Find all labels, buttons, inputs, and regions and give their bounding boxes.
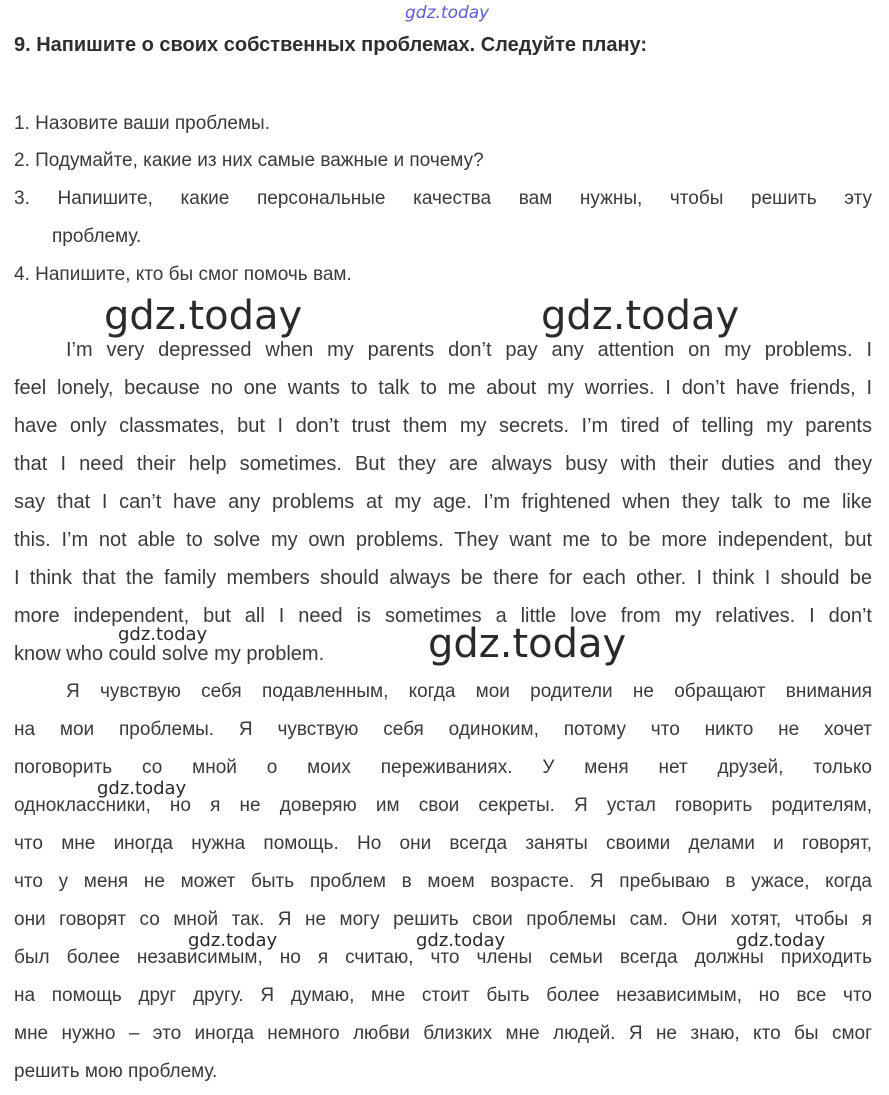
- watermark-top: gdz.today: [405, 3, 490, 23]
- watermark-overlay: gdz.today: [188, 930, 278, 951]
- plan-item-3-continuation: проблему.: [52, 226, 142, 247]
- english-line: have only classmates, but I don’t trust them my secrets. I’m tired of telling my parents: [14, 415, 872, 437]
- russian-line: поговорить со мной о моих переживаниях. У меня нет друзей, только: [14, 757, 872, 778]
- russian-line: мне нужно – это иногда немного любви близких мне людей. Я не знаю, кто бы смог: [14, 1023, 872, 1044]
- russian-line: что мне иногда нужна помощь. Но они всегда заняты своими делами и говорят,: [14, 833, 872, 854]
- watermark-overlay: gdz.today: [428, 621, 627, 667]
- russian-line: Я чувствую себя подавленным, когда мои родители не обращают внимания: [66, 681, 872, 702]
- english-paragraph: [14, 331, 872, 673]
- watermark-overlay: gdz.today: [736, 930, 826, 951]
- russian-paragraph: [14, 673, 872, 1091]
- english-line: that I need their help sometimes. But they are always busy with their duties and they: [14, 453, 872, 475]
- watermark-overlay: gdz.today: [104, 293, 303, 339]
- plan-item-2: 2. Подумайте, какие из них самые важные и почему?: [14, 150, 484, 171]
- russian-line: одноклассники, но я не доверяю им свои секреты. Я устал говорить родителям,: [14, 795, 872, 816]
- watermark-overlay: gdz.today: [541, 293, 740, 339]
- english-line: I’m very depressed when my parents don’t pay any attention on my problems. I: [66, 339, 872, 361]
- english-line: feel lonely, because no one wants to talk to me about my worries. I don’t have friends, I: [14, 377, 872, 399]
- english-line: say that I can’t have any problems at my age. I’m frightened when they talk to me like: [14, 491, 872, 513]
- task-title: 9. Напишите о своих собственных проблемах. Следуйте плану:: [14, 34, 648, 56]
- watermark-overlay: gdz.today: [97, 778, 187, 799]
- russian-line: что у меня не может быть проблем в моем возрасте. Я пребываю в ужасе, когда: [14, 871, 872, 892]
- russian-line: они говорят со мной так. Я не могу решить свои проблемы сам. Они хотят, чтобы я: [14, 909, 872, 930]
- watermark-overlay: gdz.today: [118, 624, 208, 645]
- plan-item-1: 1. Назовите ваши проблемы.: [14, 113, 270, 134]
- english-line: I think that the family members should always be there for each other. I think I should be: [14, 567, 872, 589]
- russian-line: был более независимым, но я считаю, что члены семьи всегда должны приходить: [14, 947, 872, 968]
- russian-line: решить мою проблему.: [14, 1061, 218, 1082]
- watermark-overlay: gdz.today: [416, 930, 506, 951]
- plan-item-4: 4. Напишите, кто бы смог помочь вам.: [14, 264, 352, 285]
- english-line: this. I’m not able to solve my own problems. They want me to be more independent, but: [14, 529, 872, 551]
- russian-line: на мои проблемы. Я чувствую себя одиноким, потому что никто не хочет: [14, 719, 872, 740]
- russian-line: на помощь друг другу. Я думаю, мне стоит быть более независимым, но все что: [14, 985, 872, 1006]
- plan-item-3: 3. Напишите, какие персональные качества вам нужны, чтобы решить эту: [14, 188, 872, 209]
- english-line: know who could solve my problem.: [14, 643, 325, 665]
- english-line: more independent, but all I need is sometimes a little love from my relatives. I don’t: [14, 605, 872, 627]
